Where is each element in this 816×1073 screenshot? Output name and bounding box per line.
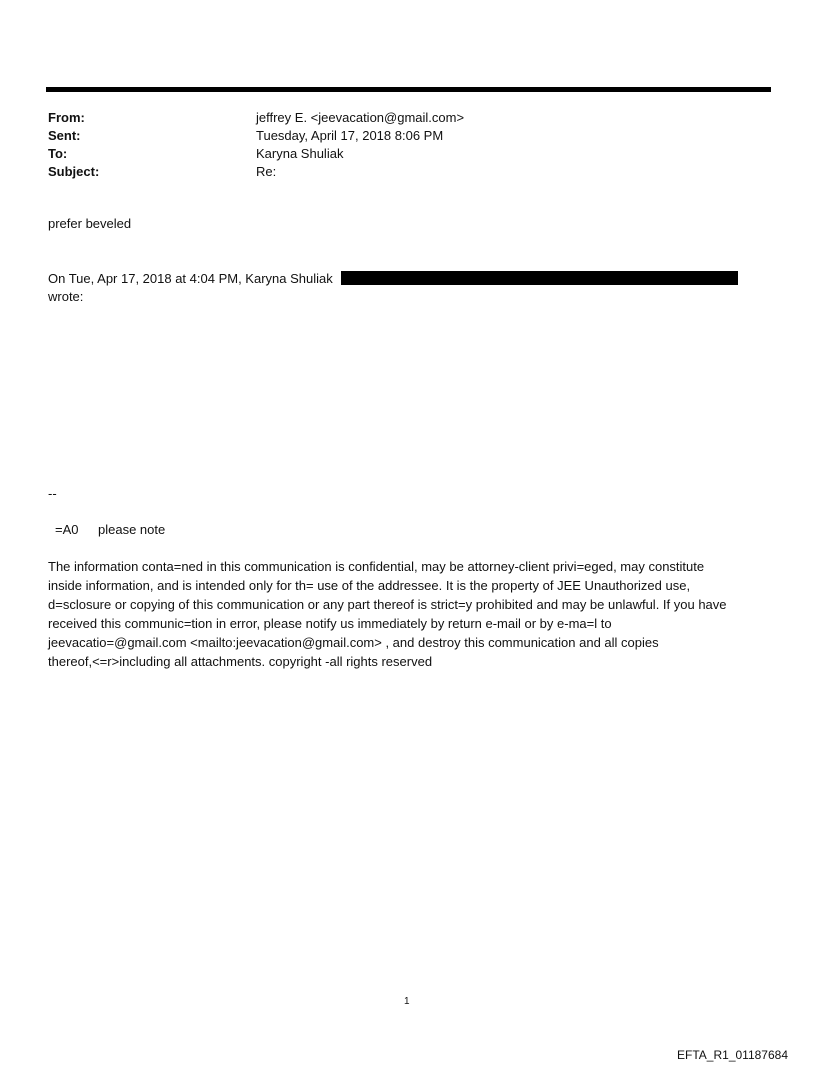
- disclaimer-line: thereof,<=r>including all attachments. copyright -all rights reserved: [48, 654, 433, 669]
- from-value: jeffrey E. <jeevacation@gmail.com>: [256, 110, 465, 125]
- subject-value: Re:: [256, 164, 277, 179]
- from-label: From:: [48, 110, 85, 125]
- disclaimer-line: received this communic=tion in error, please notify us immediately by return e-mail or by e-ma=l to: [48, 616, 612, 631]
- disclaimer-line: The information conta=ned in this communication is confidential, may be attorney-client privi=eged, may constitute: [48, 559, 705, 574]
- to-value: Karyna Shuliak: [256, 146, 344, 161]
- quote-intro: On Tue, Apr 17, 2018 at 4:04 PM, Karyna Shuliak: [48, 271, 333, 286]
- disclaimer-line: jeevacatio=@gmail.com <mailto:jeevacation@gmail.com> , and destroy this communication and all copies: [48, 635, 659, 650]
- signature-note: please note: [98, 522, 166, 537]
- reply-text: prefer beveled: [48, 216, 132, 231]
- document-id: EFTA_R1_01187684: [677, 1048, 788, 1062]
- disclaimer-line: d=sclosure or copying of this communication or any part thereof is strict=y prohibited and may be unlawful. If you have: [48, 597, 727, 612]
- signature-code: =A0: [55, 522, 79, 537]
- confidentiality-disclaimer: [48, 557, 768, 671]
- sent-value: Tuesday, April 17, 2018 8:06 PM: [256, 128, 444, 143]
- page-number: 1: [404, 996, 410, 1007]
- disclaimer-line: inside information, and is intended only for th= use of the addressee. It is the property of JEE Unauthorized use,: [48, 578, 691, 593]
- to-label: To:: [48, 146, 68, 161]
- subject-label: Subject:: [48, 164, 100, 179]
- signature-separator: --: [48, 486, 57, 501]
- header-rule: [46, 87, 771, 92]
- redaction-bar: [341, 271, 738, 285]
- sent-label: Sent:: [48, 128, 81, 143]
- quote-wrote: wrote:: [48, 289, 84, 304]
